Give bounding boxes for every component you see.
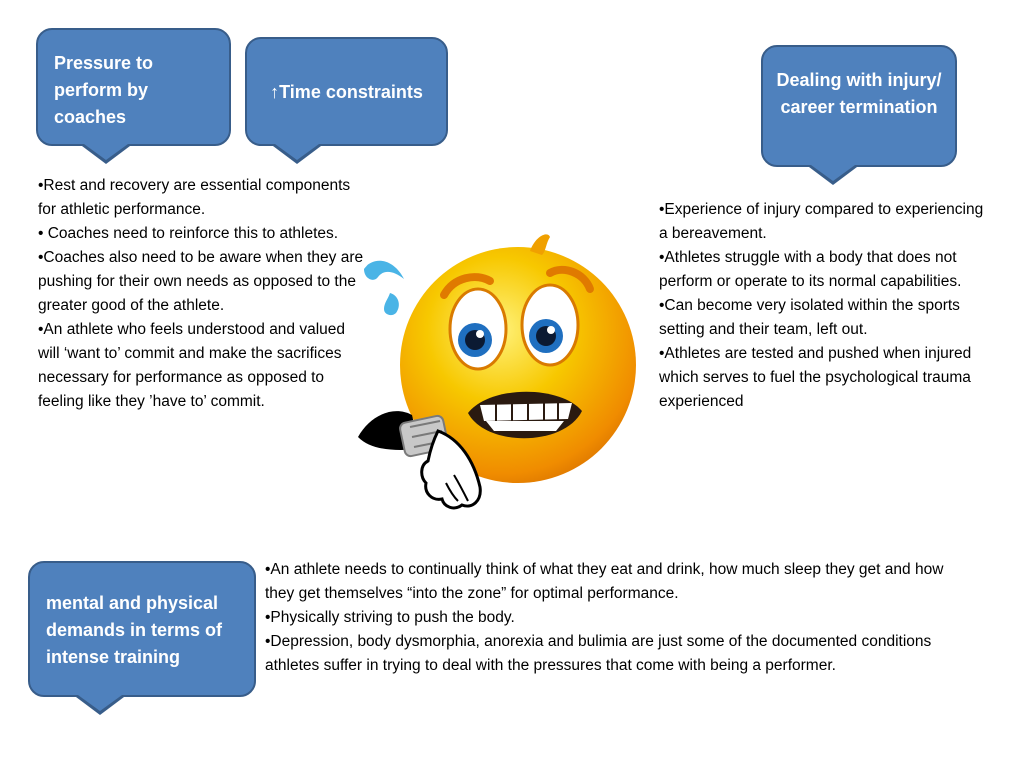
right-eye [522, 285, 578, 365]
sweat-drops-icon [364, 261, 404, 315]
worried-face-icon [350, 225, 650, 525]
callout-coaches [36, 28, 231, 146]
left-eye [450, 289, 506, 369]
right-bullet: •Athletes struggle with a body that does not perform or operate to its normal capabilities. [659, 249, 962, 290]
callout-injury-text: Dealing with injury/ career termination [776, 70, 942, 117]
left-bullet: •An athlete who feels understood and valued will ‘want to’ commit and make the sacrifices necessary for performance as opposed to feeling like they ’have to’ commit. [38, 321, 346, 410]
right-bullet: •Experience of injury compared to experiencing a bereavement. [659, 201, 984, 242]
bottom-bullet: •Depression, body dysmorphia, anorexia and bulimia are just some of the documented conditions athletes suffer in trying to deal with the pressures that come with being a performer. [265, 633, 932, 674]
right-bullet: •Can become very isolated within the sports setting and their team, left out. [659, 297, 960, 338]
left-bullet: • Coaches need to reinforce this to athletes. [38, 225, 339, 242]
bottom-bullet: •Physically striving to push the body. [265, 609, 515, 626]
callout-time-constraints-text: ↑Time constraints [270, 82, 423, 102]
callout-training [28, 561, 256, 697]
bottom-bullet: •An athlete needs to continually think of what they eat and drink, how much sleep they get and how they get themselves “into the zone” for optimal performance. [265, 561, 944, 602]
callout-coaches-text: Pressure to perform by coaches [54, 53, 154, 127]
left-text-block [38, 174, 368, 414]
callout-training-text: mental and physical demands in terms of intense training [46, 593, 223, 667]
callout-injury [761, 45, 957, 167]
bottom-text-block [265, 558, 965, 678]
callout-time-constraints [245, 37, 448, 146]
left-bullet: •Coaches also need to be aware when they are pushing for their own needs as opposed to the greater good of the athlete. [38, 249, 364, 314]
right-text-block [659, 198, 989, 414]
right-bullet: •Athletes are tested and pushed when injured which serves to fuel the psychological trauma experienced [659, 345, 972, 410]
left-bullet: •Rest and recovery are essential components for athletic performance. [38, 177, 351, 218]
